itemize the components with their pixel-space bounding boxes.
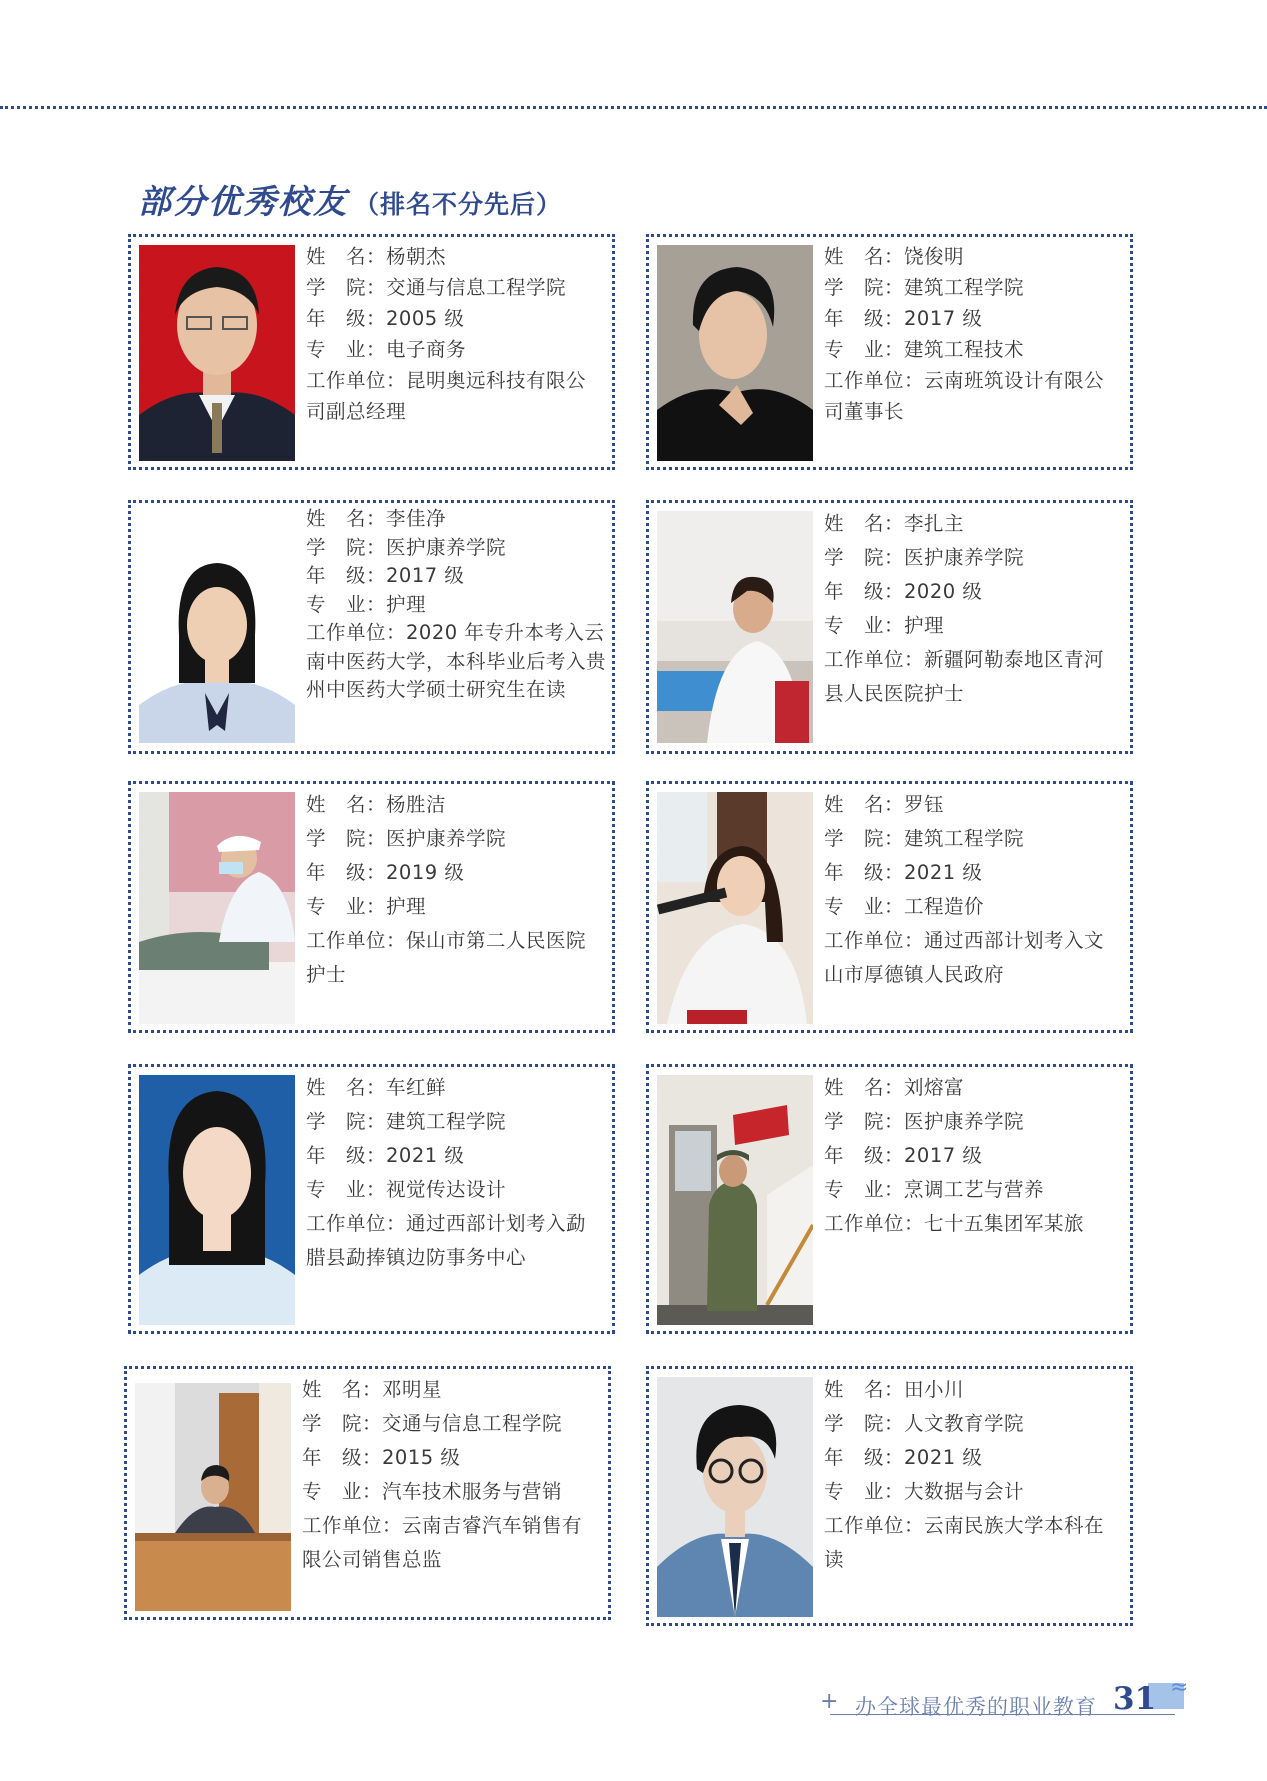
work-label: 工作单位：	[824, 369, 925, 392]
alumni-major: 大数据与会计	[904, 1480, 1025, 1503]
footer-slogan: 办全球最优秀的职业教育	[855, 1695, 1097, 1719]
plus-mark-icon: +	[820, 1689, 839, 1714]
alumni-college: 医护康养学院	[386, 827, 507, 850]
alumni-college: 医护康养学院	[386, 535, 507, 559]
alumni-work: 保山市第二人民医院护士	[306, 929, 587, 986]
alumni-card	[128, 1064, 615, 1334]
major-label: 专 业：	[824, 614, 905, 637]
alumni-card	[646, 1366, 1133, 1626]
alumni-college: 建筑工程学院	[904, 827, 1025, 850]
section-title	[138, 176, 562, 220]
work-label: 工作单位：	[824, 1514, 925, 1537]
college-label: 学 院：	[824, 1412, 905, 1435]
alumni-name: 刘熔富	[904, 1076, 965, 1099]
work-label: 工作单位：	[824, 929, 925, 952]
page-number: 31	[1113, 1681, 1157, 1717]
alumni-work: 2020 年专升本考入云南中医药大学，本科毕业后考入贵州中医药大学硕士研究生在读	[306, 621, 607, 701]
alumni-photo	[657, 511, 813, 743]
major-label: 专 业：	[824, 895, 905, 918]
grade-label: 年 级：	[306, 861, 387, 884]
alumni-photo	[657, 1377, 813, 1617]
grade-label: 年 级：	[302, 1446, 383, 1469]
alumni-grade: 2021 级	[386, 1144, 465, 1167]
grade-label: 年 级：	[306, 564, 387, 587]
alumni-name: 李扎主	[904, 512, 965, 535]
work-label: 工作单位：	[824, 648, 925, 671]
work-label: 工作单位：	[824, 1212, 925, 1235]
college-label: 学 院：	[306, 1110, 387, 1133]
alumni-grade: 2017 级	[904, 1144, 983, 1167]
alumni-name: 杨朝杰	[386, 245, 447, 268]
alumni-grade: 2021 级	[904, 1446, 983, 1469]
alumni-info	[306, 1071, 606, 1275]
alumni-photo	[657, 245, 813, 461]
alumni-photo	[139, 1075, 295, 1325]
alumni-info	[302, 1373, 602, 1577]
college-label: 学 院：	[824, 276, 905, 299]
alumni-info	[306, 241, 606, 427]
grade-label: 年 级：	[306, 1144, 387, 1167]
work-label: 工作单位：	[306, 929, 407, 952]
alumni-major: 护理	[386, 592, 427, 616]
name-label: 姓 名：	[306, 793, 387, 816]
name-label: 姓 名：	[306, 245, 387, 268]
alumni-photo	[657, 1075, 813, 1325]
alumni-name: 田小川	[904, 1378, 965, 1401]
alumni-info	[306, 788, 606, 992]
alumni-work: 云南班筑设计有限公司董事长	[824, 369, 1105, 423]
alumni-work: 通过西部计划考入勐腊县勐捧镇边防事务中心	[306, 1212, 587, 1269]
alumni-work: 云南吉睿汽车销售有限公司销售总监	[302, 1514, 583, 1571]
alumni-info	[824, 241, 1124, 427]
alumni-major: 工程造价	[904, 895, 985, 918]
alumni-card	[128, 234, 615, 470]
section-title-subtitle: （排名不分先后）	[354, 190, 563, 219]
major-label: 专 业：	[306, 895, 387, 918]
alumni-info	[824, 788, 1124, 992]
alumni-photo	[657, 792, 813, 1024]
grade-label: 年 级：	[306, 307, 387, 330]
alumni-photo	[139, 245, 295, 461]
major-label: 专 业：	[824, 338, 905, 361]
work-label: 工作单位：	[306, 369, 407, 392]
page-footer	[820, 1675, 1200, 1725]
name-label: 姓 名：	[306, 507, 387, 530]
major-label: 专 业：	[306, 592, 387, 616]
alumni-grade: 2021 级	[904, 861, 983, 884]
grade-label: 年 级：	[824, 861, 905, 884]
alumni-grade: 2020 级	[904, 580, 983, 603]
section-title-main: 部分优秀校友	[138, 182, 348, 221]
alumni-work: 云南民族大学本科在读	[824, 1514, 1105, 1571]
alumni-grade: 2017 级	[904, 307, 983, 330]
name-label: 姓 名：	[306, 1076, 387, 1099]
alumni-grade: 2015 级	[382, 1446, 461, 1469]
alumni-name: 车红鲜	[386, 1076, 447, 1099]
wave-icon: ≈	[1170, 1675, 1189, 1700]
alumni-major: 护理	[386, 895, 427, 918]
alumni-major: 视觉传达设计	[386, 1178, 507, 1201]
alumni-college: 建筑工程学院	[386, 1110, 507, 1133]
alumni-grade: 2017 级	[386, 564, 465, 587]
alumni-info	[824, 1071, 1124, 1241]
college-label: 学 院：	[824, 827, 905, 850]
alumni-college: 交通与信息工程学院	[382, 1412, 563, 1435]
college-label: 学 院：	[824, 546, 905, 569]
major-label: 专 业：	[824, 1178, 905, 1201]
alumni-major: 烹调工艺与营养	[904, 1178, 1045, 1201]
alumni-major: 汽车技术服务与营销	[382, 1480, 563, 1503]
alumni-name: 罗钰	[904, 793, 945, 816]
alumni-card	[646, 781, 1133, 1033]
alumni-work: 昆明奥远科技有限公司副总经理	[306, 369, 587, 423]
grade-label: 年 级：	[824, 580, 905, 603]
alumni-grade: 2019 级	[386, 861, 465, 884]
alumni-card	[128, 781, 615, 1033]
alumni-photo	[139, 792, 295, 1024]
alumni-info	[824, 507, 1124, 711]
college-label: 学 院：	[306, 827, 387, 850]
grade-label: 年 级：	[824, 1144, 905, 1167]
work-label: 工作单位：	[302, 1514, 403, 1537]
alumni-photo	[139, 555, 295, 743]
alumni-work: 通过西部计划考入文山市厚德镇人民政府	[824, 929, 1105, 986]
alumni-name: 邓明星	[382, 1378, 443, 1401]
work-label: 工作单位：	[306, 1212, 407, 1235]
major-label: 专 业：	[306, 338, 387, 361]
alumni-card	[124, 1366, 611, 1620]
major-label: 专 业：	[824, 1480, 905, 1503]
alumni-card	[646, 234, 1133, 470]
grade-label: 年 级：	[824, 1446, 905, 1469]
name-label: 姓 名：	[824, 1378, 905, 1401]
alumni-card	[646, 1064, 1133, 1334]
alumni-card	[646, 500, 1133, 754]
grade-label: 年 级：	[824, 307, 905, 330]
alumni-name: 杨胜洁	[386, 793, 447, 816]
alumni-name: 李佳净	[386, 507, 447, 530]
alumni-college: 交通与信息工程学院	[386, 276, 567, 299]
alumni-college: 医护康养学院	[904, 546, 1025, 569]
alumni-card	[128, 500, 615, 754]
top-dotted-rule	[0, 106, 1267, 109]
alumni-college: 人文教育学院	[904, 1412, 1025, 1435]
college-label: 学 院：	[306, 535, 387, 559]
alumni-name: 饶俊明	[904, 245, 965, 268]
alumni-grade: 2005 级	[386, 307, 465, 330]
major-label: 专 业：	[302, 1480, 383, 1503]
alumni-info	[824, 1373, 1124, 1577]
alumni-major: 护理	[904, 614, 945, 637]
name-label: 姓 名：	[824, 793, 905, 816]
alumni-college: 医护康养学院	[904, 1110, 1025, 1133]
work-label: 工作单位：	[306, 621, 407, 644]
alumni-major: 电子商务	[386, 338, 467, 361]
alumni-photo	[135, 1383, 291, 1611]
alumni-work: 新疆阿勒泰地区青河县人民医院护士	[824, 648, 1105, 705]
alumni-college: 建筑工程学院	[904, 276, 1025, 299]
alumni-info	[306, 505, 606, 705]
college-label: 学 院：	[824, 1110, 905, 1133]
name-label: 姓 名：	[302, 1378, 383, 1401]
major-label: 专 业：	[306, 1178, 387, 1201]
alumni-major: 建筑工程技术	[904, 338, 1025, 361]
college-label: 学 院：	[302, 1412, 383, 1435]
alumni-work: 七十五集团军某旅	[924, 1212, 1085, 1235]
name-label: 姓 名：	[824, 512, 905, 535]
name-label: 姓 名：	[824, 1076, 905, 1099]
college-label: 学 院：	[306, 276, 387, 299]
name-label: 姓 名：	[824, 245, 905, 268]
